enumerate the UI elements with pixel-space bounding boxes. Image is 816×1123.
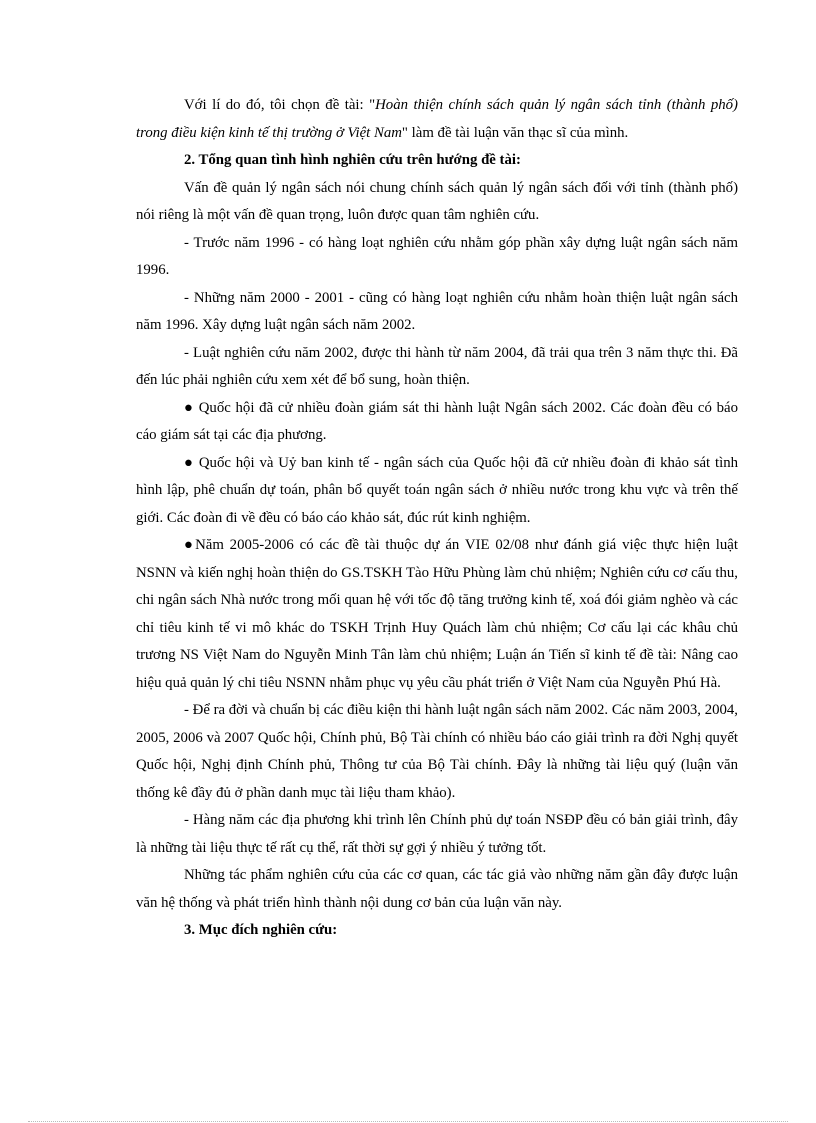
- section-3-heading: 3. Mục đích nghiên cứu:: [184, 922, 338, 938]
- paragraph-bullet-projects: ●Năm 2005-2006 có các đề tài thuộc dự án VIE 02/08 như đánh giá việc thực hiện luật NSNN và kiến nghị hoàn thiện do GS.TSKH Tào Hữu Phùng làm chủ nhiệm; Nghiên cứu cơ cấu thu, chi ngân sách Nhà nước trong mối quan hệ với tốc độ tăng trưởng kinh tế, xoá đói giảm nghèo và các chỉ tiêu kinh tế vi mô khác do TSKH Trịnh Huy Quách làm chủ nhiệm; Cơ cấu lại các khâu chủ trương NS Việt Nam do Nguyễn Minh Tân làm chủ nhiệm; Luận án Tiến sĩ kinh tế đề tài: Nâng cao hiệu quả quản lý chi tiêu NSNN nhằm phục vụ yêu cầu phát triển ở Việt Nam của Nguyễn Phú Hà.: [136, 537, 738, 691]
- document-body: [136, 92, 738, 945]
- page-bottom-divider: [28, 1121, 788, 1122]
- paragraph-law-2002: - Luật nghiên cứu năm 2002, được thi hành từ năm 2004, đã trải qua trên 3 năm thực thi. Đã đến lúc phải nghiên cứu xem xét để bổ sung, hoàn thiện.: [136, 344, 738, 388]
- paragraph-local-reports: - Hàng năm các địa phương khi trình lên Chính phủ dự toán NSĐP đều có bản giải trình, đây là những tài liệu thực tế rất cụ thể, rất thời sự gợi ý nhiều ý tưởng tốt.: [136, 812, 738, 856]
- paragraph-bullet-survey: ● Quốc hội và Uỷ ban kinh tế - ngân sách của Quốc hội đã cử nhiều đoàn đi khảo sát tình hình lập, phê chuẩn dự toán, phân bổ quyết toán ngân sách ở nhiều nước trong khu vực và trên thế giới. Các đoàn đi về đều có báo cáo khảo sát, đúc rút kinh nghiệm.: [136, 454, 738, 526]
- paragraph-2000-2001: - Những năm 2000 - 2001 - cũng có hàng loạt nghiên cứu nhằm hoàn thiện luật ngân sách năm 1996. Xây dựng luật ngân sách năm 2002.: [136, 289, 738, 333]
- paragraph-overview: Vấn đề quản lý ngân sách nói chung chính sách quản lý ngân sách đối với tỉnh (thành phố) nói riêng là một vấn đề quan trọng, luôn được quan tâm nghiên cứu.: [136, 179, 738, 223]
- paragraph-bullet-supervision: ● Quốc hội đã cử nhiều đoàn giám sát thi hành luật Ngân sách 2002. Các đoàn đều có báo cáo giám sát tại các địa phương.: [136, 399, 738, 443]
- intro-prefix: Với lí do đó, tôi chọn đề tài: ": [184, 97, 376, 113]
- intro-suffix: " làm đề tài luận văn thạc sĩ của mình.: [401, 124, 629, 141]
- paragraph-summary: Những tác phẩm nghiên cứu của các cơ quan, các tác giả vào những năm gần đây được luận văn hệ thống và phát triển hình thành nội dung cơ bản của luận văn này.: [136, 867, 738, 911]
- paragraph-implementation: - Để ra đời và chuẩn bị các điều kiện thi hành luật ngân sách năm 2002. Các năm 2003, 2004, 2005, 2006 và 2007 Quốc hội, Chính phủ, Bộ Tài chính có nhiều báo cáo giải trình ra đời Nghị quyết Quốc hội, Nghị định Chính phủ, Thông tư của Bộ Tài chính. Đây là những tài liệu quý (luận văn thống kê đầy đủ ở phần danh mục tài liệu tham khảo).: [136, 702, 738, 801]
- intro-paragraph: [136, 92, 738, 147]
- paragraph-before-1996: - Trước năm 1996 - có hàng loạt nghiên cứu nhằm góp phần xây dựng luật ngân sách năm 1996.: [136, 234, 738, 278]
- section-2-heading: 2. Tổng quan tình hình nghiên cứu trên hướng đề tài:: [184, 152, 521, 168]
- thesis-title: Hoàn thiện chính sách quản lý ngân sách tỉnh (thành phố) trong điều kiện kinh tế thị trường ở Việt Nam: [136, 97, 738, 141]
